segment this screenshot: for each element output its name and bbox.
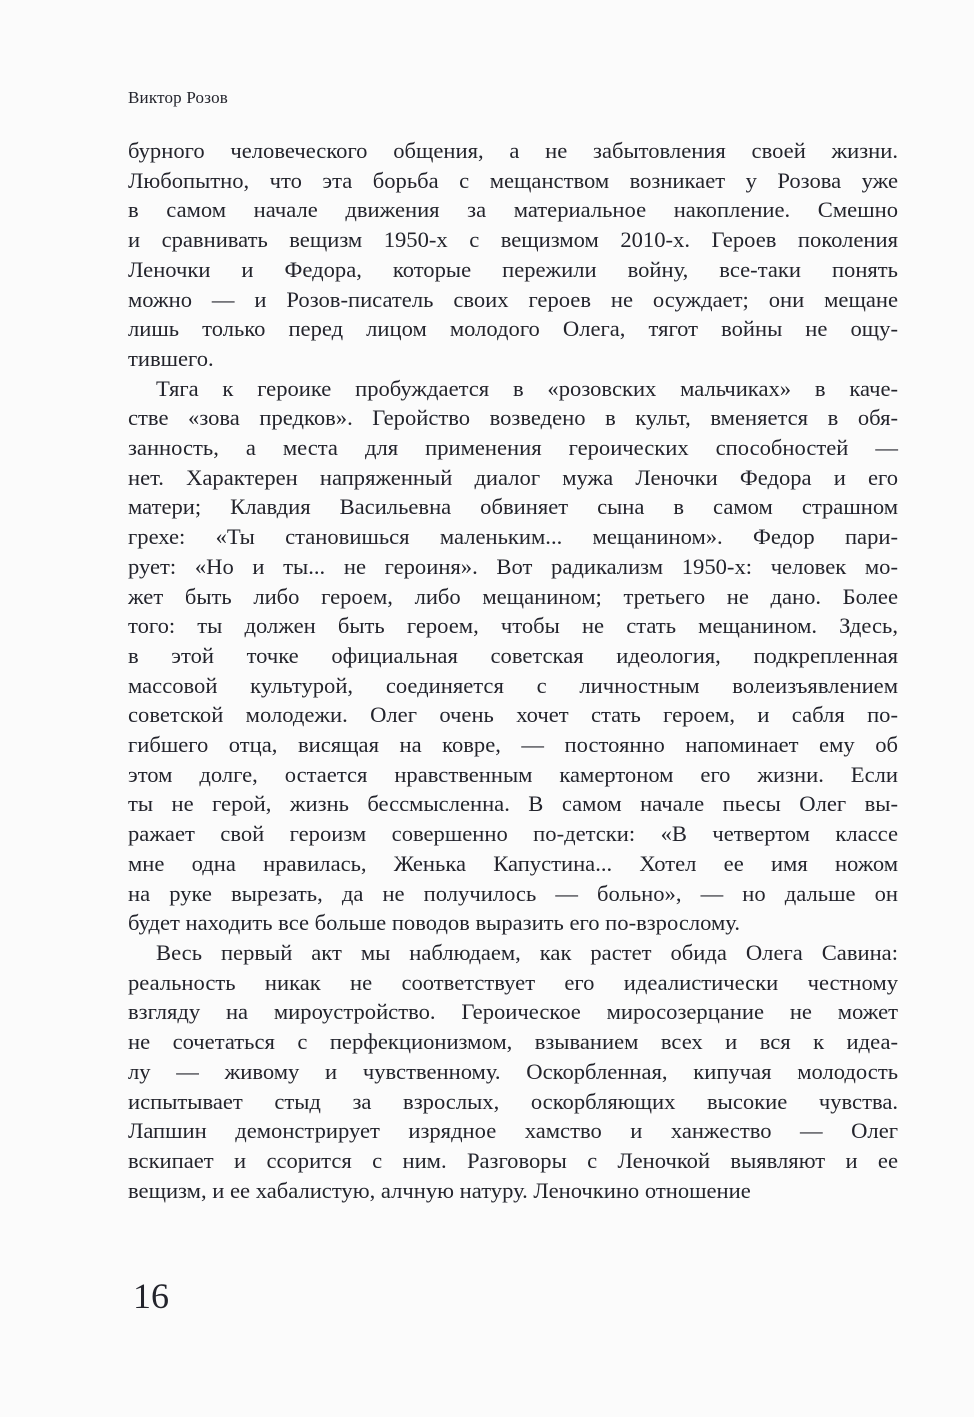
text-line: не сочетаться с перфекционизмом, взыванием всех и вся к идеа-: [128, 1029, 898, 1055]
page-number: 16: [133, 1276, 169, 1316]
text-line: Весь первый акт мы наблюдаем, как растет обида Олега Савина:: [156, 939, 898, 965]
text-line: реальность никак не соответствует его идеалистически честному: [128, 969, 898, 995]
page-body-text: [128, 136, 898, 1205]
text-line: на руке вырезать, да не получилось — больно», — но дальше он: [128, 880, 898, 906]
text-line: занность, а места для применения героических способностей —: [128, 435, 898, 461]
text-line: Лапшин демонстрирует изрядное хамство и ханжество — Олег: [128, 1118, 898, 1144]
paragraph: [128, 374, 898, 938]
text-line: жет быть либо героем, либо мещанином; третьего не дано. Более: [128, 583, 898, 609]
text-line: Леночки и Федора, которые пережили войну, все-таки понять: [128, 256, 898, 282]
text-line: лу — живому и чувственному. Оскорбленная, кипучая молодость: [128, 1058, 898, 1084]
text-line: гибшего отца, висящая на ковре, — постоянно напоминает ему об: [128, 732, 898, 758]
text-line: ражает свой героизм совершенно по-детски: «В четвертом классе: [128, 821, 898, 847]
text-line: взгляду на мироустройство. Героическое миросозерцание не может: [128, 999, 898, 1025]
text-line: нет. Характерен напряженный диалог мужа Леночки Федора и его: [128, 464, 898, 490]
paragraph: [128, 938, 898, 1205]
text-line: в этой точке официальная советская идеология, подкрепленная: [128, 642, 898, 668]
text-line: мне одна нравилась, Женька Капустина... Хотел ее имя ножом: [128, 850, 898, 876]
text-line: бурного человеческого общения, а не забытовления своей жизни.: [128, 138, 898, 163]
text-line: вскипает и ссорится с ним. Разговоры с Леночкой выявляют и ее: [128, 1147, 898, 1173]
text-line: того: ты должен быть героем, чтобы не стать мещанином. Здесь,: [128, 613, 898, 639]
text-line: можно — и Розов-писатель своих героев не осуждает; они мещане: [128, 286, 898, 312]
text-line: этом долге, остается нравственным камертоном его жизни. Если: [128, 761, 898, 787]
text-line: в самом начале движения за материальное накопление. Смешно: [128, 197, 898, 223]
text-line: будет находить все больше поводов выразить его по-взрослому.: [128, 910, 740, 936]
text-line: вещизм, и ее хабалистую, алчную натуру. Леночкино отношение: [128, 1177, 751, 1203]
running-header: Виктор Розов: [128, 88, 229, 107]
text-line: и сравнивать вещизм 1950-х с вещизмом 2010-х. Героев поколения: [128, 227, 898, 253]
text-line: ты не герой, жизнь бессмысленна. В самом начале пьесы Олег вы-: [128, 791, 898, 817]
text-line: стве «зова предков». Геройство возведено в культ, вменяется в обя-: [128, 405, 898, 431]
paragraph: [128, 136, 898, 374]
text-line: советской молодежи. Олег очень хочет стать героем, и сабля по-: [128, 702, 898, 728]
text-line: Тяга к героике пробуждается в «розовских мальчиках» в каче-: [156, 375, 898, 401]
text-line: тившего.: [128, 345, 214, 371]
text-line: матери; Клавдия Васильевна обвиняет сына в самом страшном: [128, 494, 898, 520]
text-line: испытывает стыд за взрослых, оскорбляющих высокие чувства.: [128, 1088, 898, 1114]
text-line: рует: «Но и ты... не героиня». Вот радикализм 1950-х: человек мо-: [128, 553, 898, 579]
text-line: Любопытно, что эта борьба с мещанством возникает у Розова уже: [128, 167, 898, 193]
text-line: лишь только перед лицом молодого Олега, тягот войны не ощу-: [128, 316, 898, 342]
text-line: грехе: «Ты становишься маленьким... мещанином». Федор пари-: [128, 524, 898, 550]
text-line: массовой культурой, соединяется с личностным волеизъявлением: [128, 672, 898, 698]
